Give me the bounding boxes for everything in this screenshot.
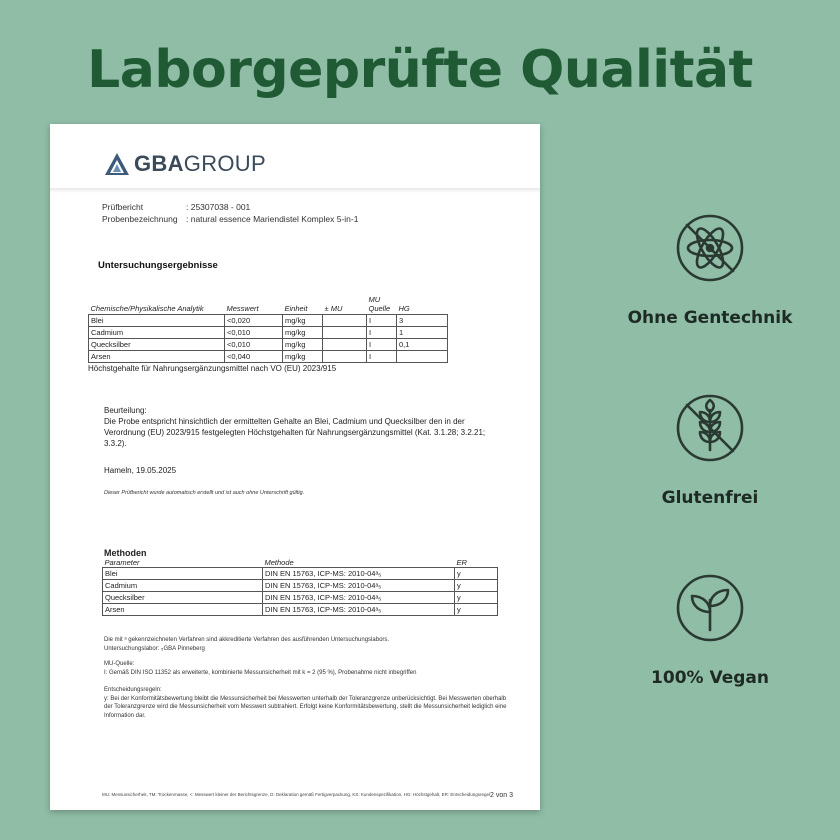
results-title: Untersuchungsergebnisse (98, 260, 218, 271)
cell: 0,1 (397, 339, 448, 351)
sprout-icon (674, 572, 746, 644)
auto-generated-note: Dieser Prüfbericht wurde automatisch erstellt und ist auch ohne Unterschrift gültig. (104, 490, 305, 496)
table-row (103, 568, 498, 580)
mu-text: I: Gemäß DIN ISO 11352 als erweiterte, kombinierte Messunsicherheit mit k = 2 (95 %), Probenahme nicht inbegriffen (104, 670, 417, 676)
cell (323, 315, 367, 327)
cell: I (367, 351, 397, 363)
col-mu: ± MU (324, 304, 343, 313)
cell: Quecksilber (103, 592, 263, 604)
headline: Laborgeprüfte Qualität (87, 40, 753, 100)
cell (397, 351, 448, 363)
cell: Blei (103, 568, 263, 580)
badge-ohne-gentechnik (610, 212, 810, 328)
limits-note: Höchstgehalte für Nahrungsergänzungsmittel nach VO (EU) 2023/915 (88, 364, 337, 373)
lab-report-document (50, 124, 540, 810)
cell (323, 339, 367, 351)
cell: <0,010 (225, 327, 283, 339)
badge-label: Ohne Gentechnik (627, 308, 793, 328)
cell (323, 351, 367, 363)
methods-table (102, 558, 498, 616)
cell: DIN EN 15763, ICP-MS: 2010-04ᵃ₅ (263, 580, 455, 592)
place-date: Hameln, 19.05.2025 (104, 466, 177, 475)
col-mu-quelle: MU Quelle (368, 295, 391, 313)
cell: Blei (89, 315, 225, 327)
col-er: ER (455, 558, 498, 568)
table-row (89, 327, 448, 339)
cell: DIN EN 15763, ICP-MS: 2010-04ᵃ₅ (263, 604, 455, 616)
table-row (89, 315, 448, 327)
cell: <0,020 (225, 315, 283, 327)
badge-label: Glutenfrei (661, 488, 759, 508)
lab-note: Untersuchungslabor: ₅GBA Pinneberg (104, 646, 205, 652)
logo-text: GBAGROUP (134, 151, 266, 176)
col-einheit: Einheit (284, 304, 308, 313)
header-rule (50, 188, 540, 193)
cell: y (455, 592, 498, 604)
results-table (88, 294, 448, 363)
cell: DIN EN 15763, ICP-MS: 2010-04ᵃ₅ (263, 592, 455, 604)
assessment-label: Beurteilung: (104, 406, 147, 415)
wheat-crossed-icon (674, 392, 746, 464)
rules-title: Entscheidungsregeln: (104, 687, 162, 693)
cell: y (455, 580, 498, 592)
rules-text: y: Bei der Konformitätsbewertung bleibt die Messunsicherheit bei Messwerten unterhalb der Toleranzgrenze unberücksichtigt. Bei Messwerten oberhalb der Toleranzgrenze wird die Messunsicherheit vom Messwert subtrahiert. Erfolgt keine Konformitätsbewertung, stellt die Messunsicherheit lediglich eine Information dar. (104, 696, 507, 719)
footer-legend: MU: Messunsicherheit, TM: Trockenmasse, <: Messwert kleiner der Berichtsgrenze, D: Deklaration gemäß Fertigverpackung, KS: Kundenspezifikation, HG: Höchstgehalt, ER: Entscheidungsregel (102, 792, 490, 797)
col-methode: Methode (263, 558, 455, 568)
table-row (103, 592, 498, 604)
table-row (103, 580, 498, 592)
table-row (89, 339, 448, 351)
accredited-note: Die mit ᵃ gekennzeichneten Verfahren sind akkreditierte Verfahren des ausführenden Untersuchungslabors. (104, 637, 390, 643)
cell: Arsen (103, 604, 263, 616)
gba-logo-icon (104, 152, 130, 176)
cell: 3 (397, 315, 448, 327)
cell: Cadmium (103, 580, 263, 592)
table-row (89, 351, 448, 363)
methods-title: Methoden (104, 548, 147, 558)
cell: <0,010 (225, 339, 283, 351)
mu-title: MU-Quelle: (104, 661, 135, 667)
atom-crossed-icon (674, 212, 746, 284)
col-messwert: Messwert (226, 304, 259, 313)
cell: I (367, 315, 397, 327)
table-row (103, 604, 498, 616)
cell: mg/kg (283, 351, 323, 363)
cell: mg/kg (283, 327, 323, 339)
cell: 1 (397, 327, 448, 339)
sample-name: Probenbezeichnung : natural essence Mariendistel Komplex 5-in-1 (102, 214, 359, 224)
cell (323, 327, 367, 339)
cell: Arsen (89, 351, 225, 363)
report-number: Prüfbericht : 25307038 - 001 (102, 202, 251, 212)
cell: Cadmium (89, 327, 225, 339)
col-parameter: Parameter (103, 558, 263, 568)
cell: y (455, 568, 498, 580)
col-hg: HG (398, 304, 410, 313)
cell: <0,040 (225, 351, 283, 363)
cell: mg/kg (283, 339, 323, 351)
cell: Quecksilber (89, 339, 225, 351)
cell: mg/kg (283, 315, 323, 327)
cell: DIN EN 15763, ICP-MS: 2010-04ᵃ₅ (263, 568, 455, 580)
page-number: 2 von 3 (490, 792, 513, 799)
badge-vegan (610, 572, 810, 688)
assessment-text: Die Probe entspricht hinsichtlich der ermittelten Gehalte an Blei, Cadmium und Quecksilber den in der Verordnung (EU) 2023/915 festgelegten Höchstgehalten für Nahrungsergänzungsmittel (Kat. 3.1.28; 3.2.21; 3.3.2). (104, 417, 486, 448)
cell: y (455, 604, 498, 616)
badge-label: 100% Vegan (651, 668, 769, 688)
cell: I (367, 327, 397, 339)
badge-glutenfrei (610, 392, 810, 508)
cell: I (367, 339, 397, 351)
gba-logo (104, 150, 266, 178)
col-analytik: Chemische/Physikalische Analytik (90, 304, 204, 313)
